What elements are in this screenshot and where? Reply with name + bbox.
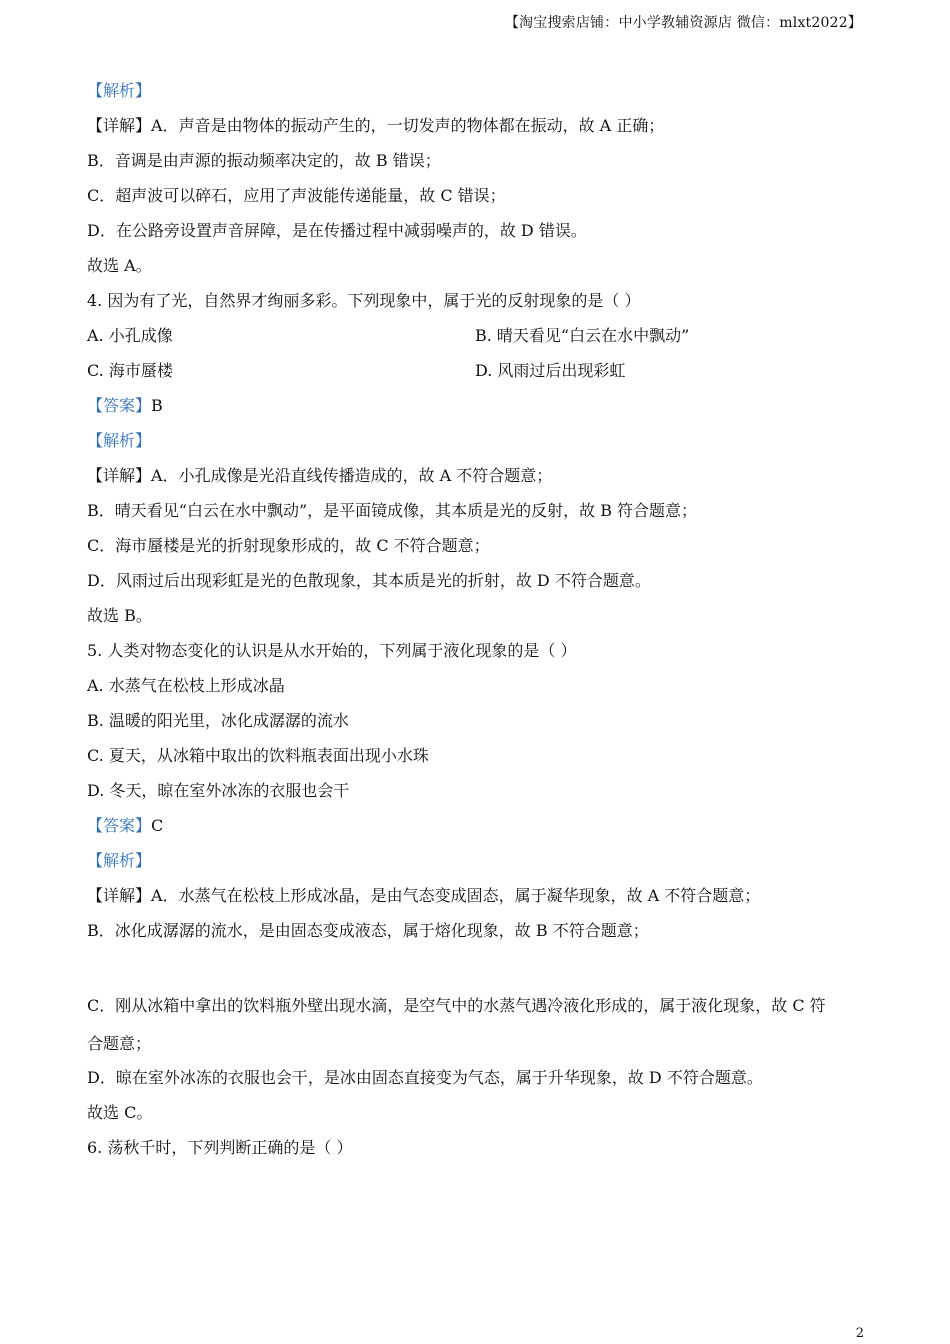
q3-conclusion: 故选 A。 [87,256,152,275]
q5-stem: 5. 人类对物态变化的认识是从水开始的，下列属于液化现象的是（ ） [87,641,577,660]
q5-option-d: D. 冬天，晾在室外冰冻的衣服也会干 [87,781,350,800]
q5-detail-b: B．冰化成潺潺的流水，是由固态变成液态，属于熔化现象，故 B 不符合题意； [87,921,649,940]
detail-tag: 【详解】 [87,886,152,905]
q3-jiexi-label: 【解析】 [87,81,152,100]
detail-tag: 【详解】 [87,466,152,485]
q4-option-b: B. 晴天看见“白云在水中飘动” [475,326,690,345]
q4-jiexi-label: 【解析】 [87,431,152,450]
q5-detail-a [87,885,760,907]
answer-value: C [151,816,164,835]
detail-tag: 【详解】 [87,116,152,135]
q5-jiexi-label: 【解析】 [87,851,152,870]
q4-detail-d: D．风雨过后出现彩虹是光的色散现象，其本质是光的折射，故 D 不符合题意。 [87,571,651,590]
q5-detail-c-line1: C．刚从冰箱中拿出的饮料瓶外壁出现水滴，是空气中的水蒸气遇冷液化形成的，属于液化现象，故 C 符 [87,996,826,1015]
q4-conclusion: 故选 B。 [87,606,152,625]
detail-text: A．水蒸气在松枝上形成冰晶，是由气态变成固态，属于凝华现象，故 A 不符合题意； [151,886,761,905]
answer-tag: 【答案】 [87,396,152,415]
answer-tag: 【答案】 [87,816,152,835]
q3-detail-b: B．音调是由声源的振动频率决定的，故 B 错误； [87,151,441,170]
q5-option-b: B. 温暖的阳光里，冰化成潺潺的流水 [87,711,349,730]
q5-conclusion: 故选 C。 [87,1103,153,1122]
q3-detail-c: C．超声波可以碎石，应用了声波能传递能量，故 C 错误； [87,186,506,205]
q4-detail-c: C．海市蜃楼是光的折射现象形成的，故 C 不符合题意； [87,536,490,555]
q4-option-a: A. 小孔成像 [87,326,173,345]
q4-detail-b: B．晴天看见“白云在水中飘动”，是平面镜成像，其本质是光的反射，故 B 符合题意； [87,501,698,520]
q5-detail-c-line2: 合题意； [87,1034,152,1053]
q3-detail-d: D．在公路旁设置声音屏障，是在传播过程中减弱噪声的，故 D 错误。 [87,221,587,240]
q4-answer [87,395,163,417]
detail-text: A．小孔成像是光沿直线传播造成的，故 A 不符合题意； [151,466,553,485]
q4-stem: 4. 因为有了光，自然界才绚丽多彩。下列现象中，属于光的反射现象的是（ ） [87,291,641,310]
q4-detail-a [87,465,552,487]
answer-value: B [151,396,163,415]
detail-text: A．声音是由物体的振动产生的，一切发声的物体都在振动，故 A 正确； [151,116,665,135]
q5-detail-d: D．晾在室外冰冻的衣服也会干，是冰由固态直接变为气态，属于升华现象，故 D 不符合题意。 [87,1068,763,1087]
page-header: 【淘宝搜索店铺：中小学教辅资源店 微信：mlxt2022】 [504,15,862,31]
q3-detail-a [87,115,664,137]
q5-option-c: C. 夏天，从冰箱中取出的饮料瓶表面出现小水珠 [87,746,429,765]
q4-option-c: C. 海市蜃楼 [87,361,173,380]
page-number: 2 [855,1326,864,1341]
q5-option-a: A. 水蒸气在松枝上形成冰晶 [87,676,285,695]
q6-stem: 6. 荡秋千时，下列判断正确的是（ ） [87,1138,353,1157]
q4-option-d: D. 风雨过后出现彩虹 [475,361,626,380]
q5-answer [87,815,163,837]
